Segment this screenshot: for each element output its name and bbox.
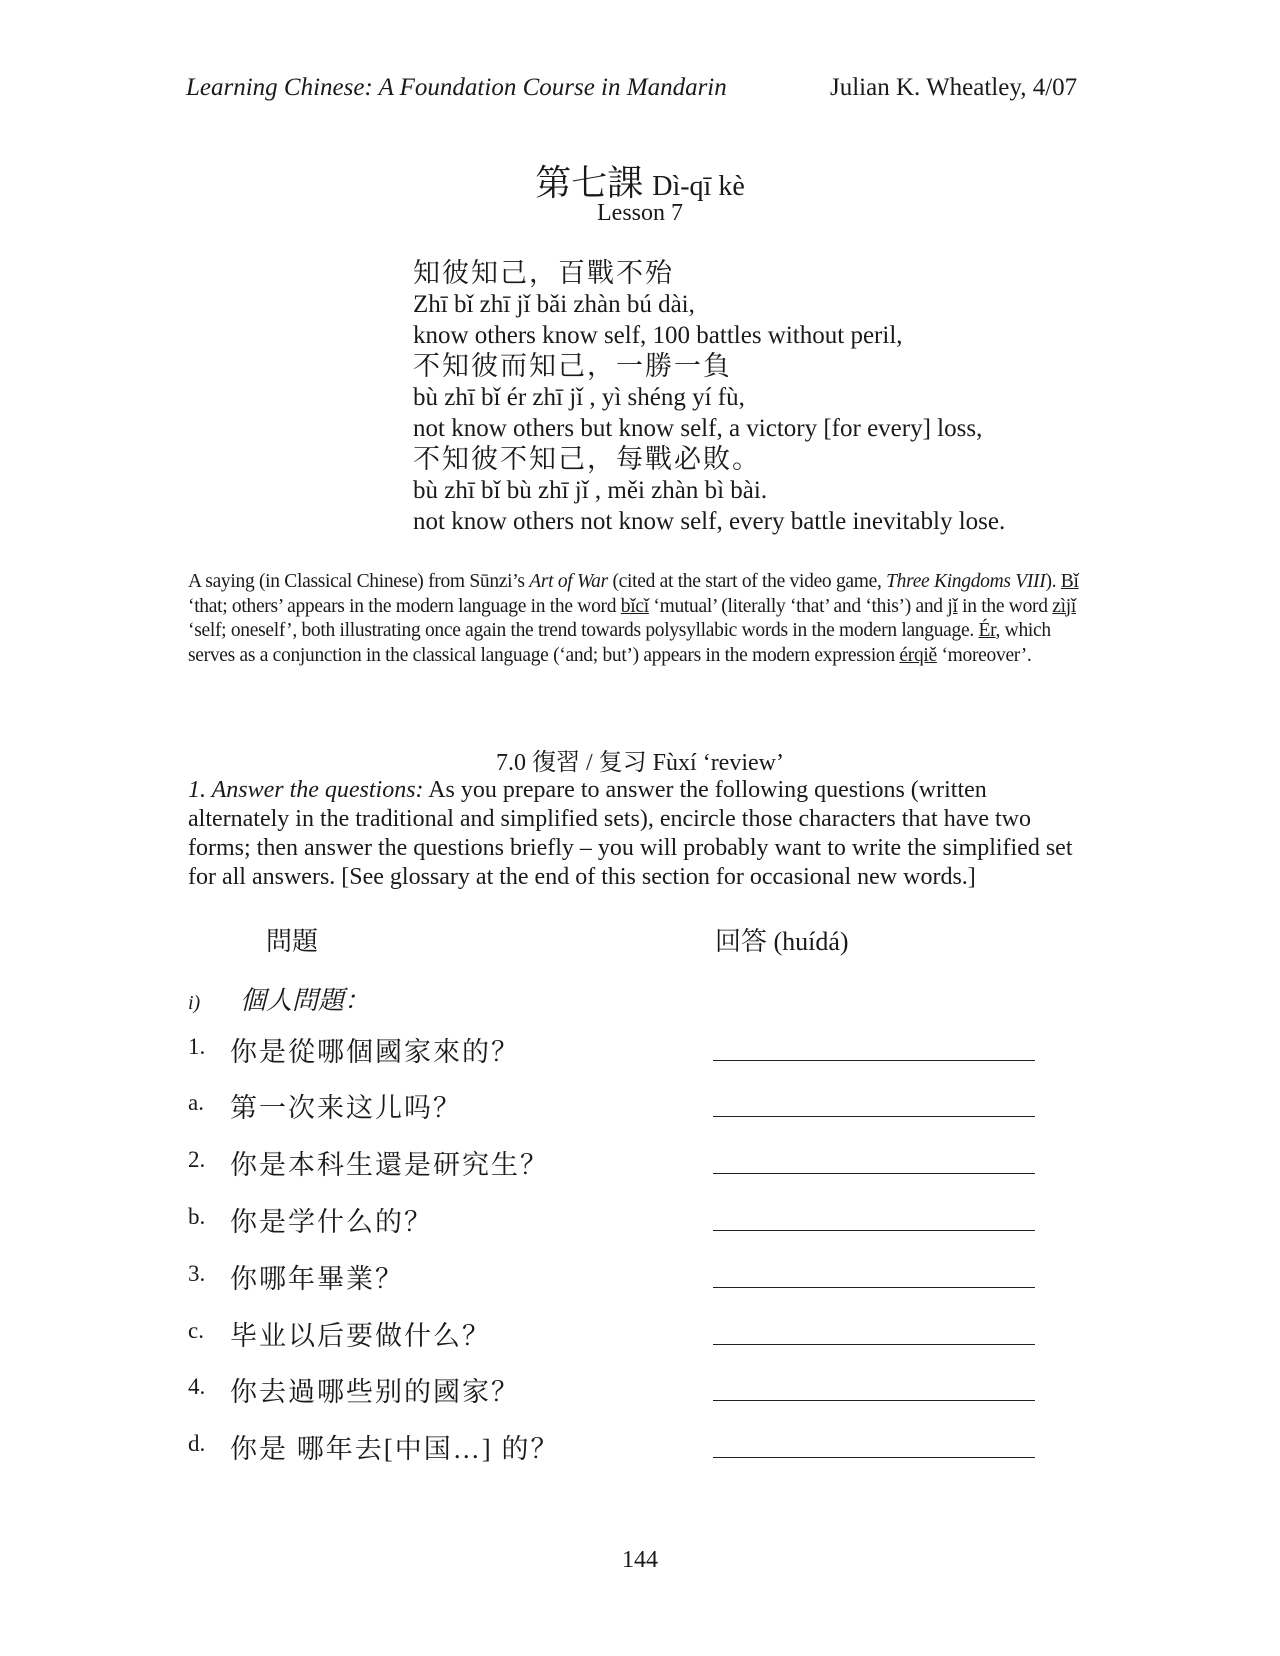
question-number: 3.: [188, 1261, 206, 1286]
question-number: 2.: [188, 1147, 206, 1172]
note-text: (cited at the start of the video game,: [607, 571, 887, 592]
question-text: 你是從哪個國家來的？: [230, 1037, 520, 1067]
answer-blank[interactable]: [713, 1287, 1035, 1288]
subsection-title: [188, 980, 370, 1017]
answer-blank[interactable]: [713, 1060, 1035, 1061]
saying-line: 不知彼不知己，每戰必敗。: [413, 444, 761, 474]
saying-line: know others know self, 100 battles without peril,: [413, 322, 903, 349]
page-number: 144: [622, 1547, 658, 1573]
note-term: zìjǐ: [1052, 595, 1076, 617]
saying-line: bù zhī bǐ bù zhī jǐ , měi zhàn bì bài.: [413, 477, 768, 504]
answer-blank[interactable]: [713, 1457, 1035, 1458]
note-term: bǐcǐ: [620, 595, 649, 617]
saying-line: not know others but know self, a victory [for every] loss,: [413, 415, 983, 442]
question-row: [188, 1030, 1088, 1066]
note-text: ‘that; others’ appears in the modern language in the word: [188, 595, 621, 617]
question-row: [188, 1086, 1088, 1122]
question-text: 你是学什么的？: [230, 1207, 433, 1237]
note-text: A saying (in Classical Chinese) from Sūnzi’s: [188, 571, 530, 592]
lesson-title-pinyin: Dì-qī kè: [652, 171, 745, 202]
answer-blank[interactable]: [713, 1400, 1035, 1401]
question-row: [188, 1427, 1088, 1463]
question-number: 1.: [188, 1034, 206, 1059]
question-text: 你是本科生還是研究生？: [230, 1150, 549, 1180]
column-header-answers: 回答 (huídá): [715, 927, 849, 956]
question-text: 第一次来这儿吗？: [230, 1093, 462, 1123]
lesson-title-hanzi: 第七課: [535, 163, 644, 203]
saying-line: bù zhī bǐ ér zhī jǐ , yì shéng yí fù,: [413, 384, 745, 411]
saying-note: [188, 570, 1088, 668]
question-text: 你去過哪些别的國家？: [230, 1377, 520, 1407]
question-row: [188, 1143, 1088, 1179]
question-number: d.: [188, 1431, 206, 1456]
note-game-title: Three Kingdoms VIII: [886, 571, 1046, 592]
lesson-title: [0, 155, 1280, 206]
instructions-text: As you prepare to answer the following questions (written alternately in the traditional and simplified sets), encircle those characters that have two forms; then answer the questions briefly – you will probably want to write the simplified set for all answers. [See glossary at the end of this section for occasional new words.]: [188, 777, 1073, 890]
note-term: Ér: [978, 620, 996, 641]
note-term: érqiě: [899, 644, 937, 666]
saying-line: Zhī bǐ zhī jǐ bǎi zhàn bú dài,: [413, 291, 695, 318]
note-text: , which serves as a conjunction in the classical language (‘and; but’) appears in the modern expression: [188, 620, 1051, 666]
saying-line: 不知彼而知己，一勝一負: [413, 351, 732, 381]
lesson-subtitle: Lesson 7: [597, 200, 683, 226]
section-heading: 7.0 復習 / 复习 Fùxí ‘review’: [496, 750, 784, 776]
answer-blank[interactable]: [713, 1173, 1035, 1174]
question-text: 毕业以后要做什么？: [230, 1321, 491, 1351]
instructions: [188, 776, 1088, 892]
note-term: jǐ: [947, 595, 958, 617]
running-header-title: Learning Chinese: A Foundation Course in Mandarin: [186, 74, 727, 101]
note-text: ‘mutual’ (literally ‘that’ and ‘this’) and: [648, 595, 948, 617]
question-number: c.: [188, 1318, 204, 1343]
saying-block: [413, 258, 1005, 537]
saying-line: not know others not know self, every battle inevitably lose.: [413, 508, 1006, 535]
subsection-marker: i): [188, 992, 201, 1014]
question-text: 你是 哪年去[中国…] 的？: [230, 1434, 560, 1464]
column-header-questions: 問題: [266, 927, 319, 956]
answer-blank[interactable]: [713, 1230, 1035, 1231]
question-text: 你哪年畢業？: [230, 1264, 404, 1294]
note-text: in the word: [957, 595, 1053, 617]
note-text: ).: [1045, 571, 1061, 592]
running-header-author: Julian K. Wheatley, 4/07: [830, 74, 1078, 101]
question-number: b.: [188, 1204, 206, 1229]
saying-line: 知彼知己，百戰不殆: [413, 258, 674, 288]
question-row: [188, 1314, 1088, 1350]
subsection-label: 個人問題：: [240, 986, 371, 1015]
question-row: [188, 1200, 1088, 1236]
note-text: ‘self; oneself’, both illustrating once again the trend towards polysyllabic words in the modern language.: [188, 620, 979, 641]
question-row: [188, 1257, 1088, 1293]
answer-blank[interactable]: [713, 1344, 1035, 1345]
note-term: Bǐ: [1060, 571, 1079, 592]
instructions-label: 1. Answer the questions:: [188, 777, 424, 803]
note-text: ‘moreover’.: [936, 644, 1032, 666]
answer-blank[interactable]: [713, 1116, 1035, 1117]
question-number: 4.: [188, 1374, 206, 1399]
question-number: a.: [188, 1090, 204, 1115]
note-book-title: Art of War: [529, 571, 608, 592]
question-row: [188, 1370, 1088, 1406]
